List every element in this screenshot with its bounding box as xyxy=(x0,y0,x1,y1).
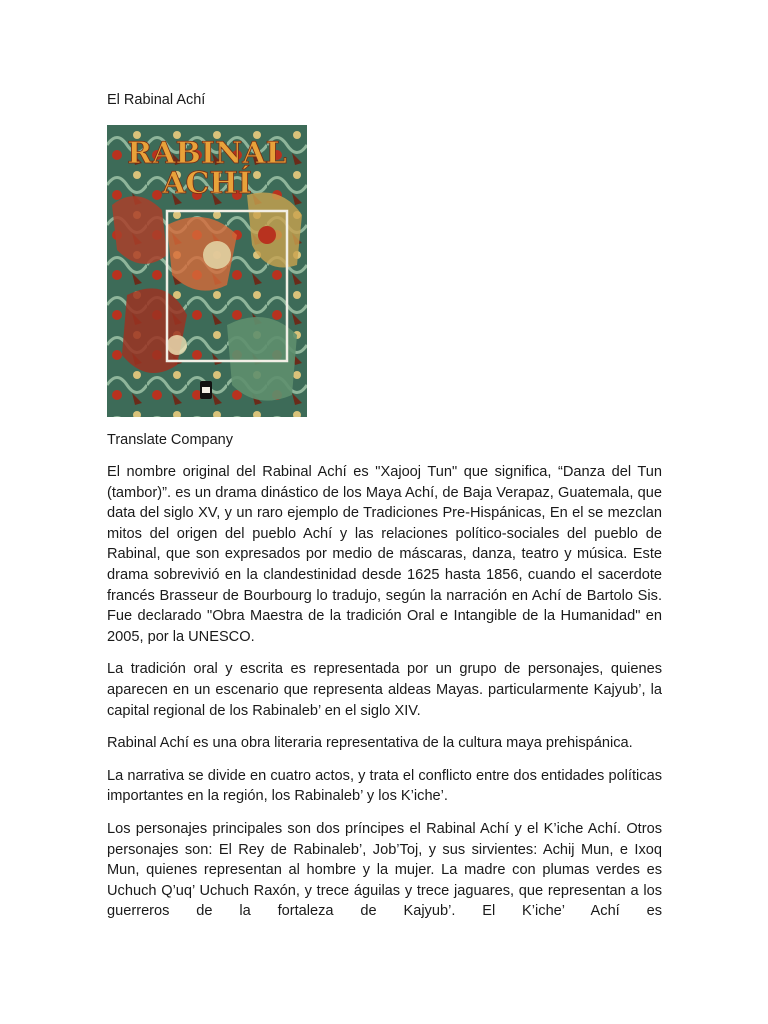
cover-title-line2: ACHÍ xyxy=(162,166,252,201)
paragraph: Los personajes principales son dos príncipes el Rabinal Achí y el K’iche Achí. Otros personajes son: El Rey de Rabinaleb’, Job’Toj, y sus sirvientes: Achij Mun, e Ixoq Mun, quienes representan al hombre y la mujer. La madre con plumas verdes es Uchuch Q’uq’ Uchuch Raxón, y trece águilas y trece jaguares, que representan a los guerreros de la fortaleza de Kajyub’. El K’iche’ Achí es xyxy=(107,820,662,920)
paragraph: El nombre original del Rabinal Achí es "Xajooj Tun" que significa, “Danza del Tun (tambor)”. es un drama dinástico de los Maya Achí, de Baja Verapaz, Guatemala, que data del siglo XV, y un raro ejemplo de Tradiciones Pre-Hispánicas, En el se mezclan mitos del origen del pueblo Achí y las relaciones político-sociales del pueblo de Rabinal, que son expresados por medio de máscaras, danza, teatro y música. Este drama sobrevivió en la clandestinidad desde 1625 hasta 1856, cuando el sacerdote francés Brasseur de Bourbourg lo tradujo, según la narración en Achí de Bartolo Sis. Fue declarado "Obra Maestra de la tradición Oral e Intangible de la Humanidad" en 2005, por la UNESCO. xyxy=(107,464,662,645)
paragraph: La tradición oral y escrita es representada por un grupo de personajes, quienes aparecen en un escenario que representa aldeas Mayas. particularmente Kajyub’, la capital regional de los Rabinaleb’ en el siglo XIV. xyxy=(107,661,662,719)
paragraph: Rabinal Achí es una obra literaria representativa de la cultura maya prehispánica. xyxy=(107,735,633,752)
document-title: El Rabinal Achí xyxy=(107,92,206,108)
company-name: Translate Company xyxy=(107,432,233,448)
book-cover-image xyxy=(107,125,307,417)
body-text xyxy=(107,462,662,934)
paragraph: La narrativa se divide en cuatro actos, y trata el conflicto entre dos entidades políticas importantes en la región, los Rabinaleb’ y los K’iche’. xyxy=(107,767,662,805)
cover-title-line1: RABINAL xyxy=(127,136,287,171)
